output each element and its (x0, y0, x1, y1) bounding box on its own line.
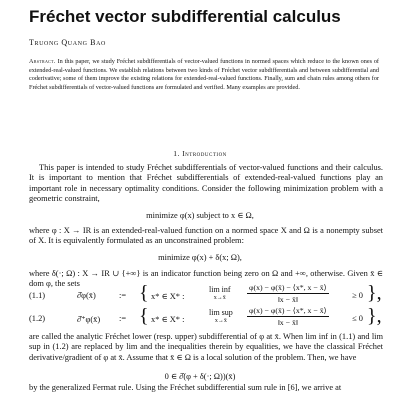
limit-subscript: x→x̄ (214, 318, 227, 324)
author-name (29, 38, 106, 48)
definition-symbol: := (119, 314, 127, 323)
limit-operator (209, 285, 231, 303)
paper-title: Fréchet vector subdifferential calculus (29, 7, 341, 26)
equation-lhs: ∂̂⁺φ(x̄) (77, 315, 101, 324)
limit-name: lim sup (209, 308, 233, 317)
section-heading (0, 149, 400, 158)
problem-statement-2: minimize φ(x) + δ(x; Ω), (158, 253, 242, 262)
abstract (29, 58, 379, 92)
where-line-2: where δ(·; Ω) : X → IR ∪ {+∞} is an indicator function being zero on Ω and +∞, otherwise. Given x̄ ∈ dom φ, the sets (29, 269, 383, 289)
inequality: ≤ 0 (352, 314, 363, 323)
author-text: Truong Quang Bao (29, 38, 106, 47)
section-title: Introduction (182, 149, 227, 158)
limit-subscript: x→x̄ (213, 295, 226, 301)
fraction (247, 283, 329, 304)
fermat-rule-equation: 0 ∈ ∂̂(φ + δ(·; Ω))(x̄) (164, 372, 236, 381)
equation-1-1 (29, 282, 383, 307)
abstract-label: Abstract. (29, 58, 56, 65)
fraction-denominator: ‖x − x̄‖ (277, 295, 299, 304)
fermat-line: by the generalized Fermat rule. Using the Fréchet subdifferential sum rule in [6], we arrive at (29, 383, 342, 392)
problem-statement-1: minimize φ(x) subject to x ∈ Ω, (146, 211, 254, 220)
fraction-numerator: φ(x) − φ(x̄) − ⟨x*, x − x̄⟩ (249, 283, 327, 292)
equation-lhs: ∂̂φ(x̄) (77, 291, 96, 300)
limit-operator (209, 308, 233, 326)
equation-number: (1.1) (29, 291, 46, 300)
set-variable: x* ∈ X* : (151, 315, 185, 324)
right-brace: }, (367, 282, 382, 304)
left-brace: { (139, 282, 149, 304)
where-line-1: where φ : X → IR is an extended-real-valued function on a normed space X and Ω is a nonempty subset of X. It is equivalently formulated as an unconstrained problem: (29, 226, 383, 246)
fraction-denominator: ‖x − x̄‖ (277, 318, 299, 327)
set-variable: x* ∈ X* : (151, 292, 185, 301)
equation-1-2 (29, 305, 383, 330)
equation-number: (1.2) (29, 314, 46, 323)
abstract-text: In this paper, we study Fréchet subdifferentials of vector-valued functions in normed spaces which reduce to the known ones of extended-real-valued functions. We establish relations between two kinds of Fréchet vector subdifferentials and between subdifferential and coderivative; some of them improve the existing relations for extended-real-valued functions. Finally, sum and chain rules among others for Fréchet subdifferentials of vector-valued functions are formulated and verified. Many examples are provided. (29, 58, 379, 91)
definition-symbol: := (119, 291, 127, 300)
right-brace: }, (367, 305, 382, 327)
intro-paragraph: This paper is intended to study Fréchet subdifferentials of vector-valued functions and their calculus. It is important to mention that Fréchet subdifferentials of extended-real-valued functions play an important role in necessary optimality conditions. Consider the following minimization problem with a geometric constraint, (29, 163, 383, 204)
section-number: 1. (173, 149, 180, 158)
called-paragraph: are called the analytic Fréchet lower (resp. upper) subdifferential of φ at x̄. When lim inf in (1.1) and lim sup in (1.2) are replaced by lim and the inequalities therein by equalities, we have the classical Fréchet derivative/gradient of φ at x̄. Assume that x̄ ∈ Ω is a local solution of the problem. Then, we have (29, 332, 383, 362)
fraction-numerator: φ(x) − φ(x̄) − ⟨x*, x − x̄⟩ (249, 306, 327, 315)
left-brace: { (139, 305, 149, 327)
limit-name: lim inf (209, 285, 231, 294)
fraction (247, 306, 329, 327)
inequality: ≥ 0 (352, 291, 363, 300)
